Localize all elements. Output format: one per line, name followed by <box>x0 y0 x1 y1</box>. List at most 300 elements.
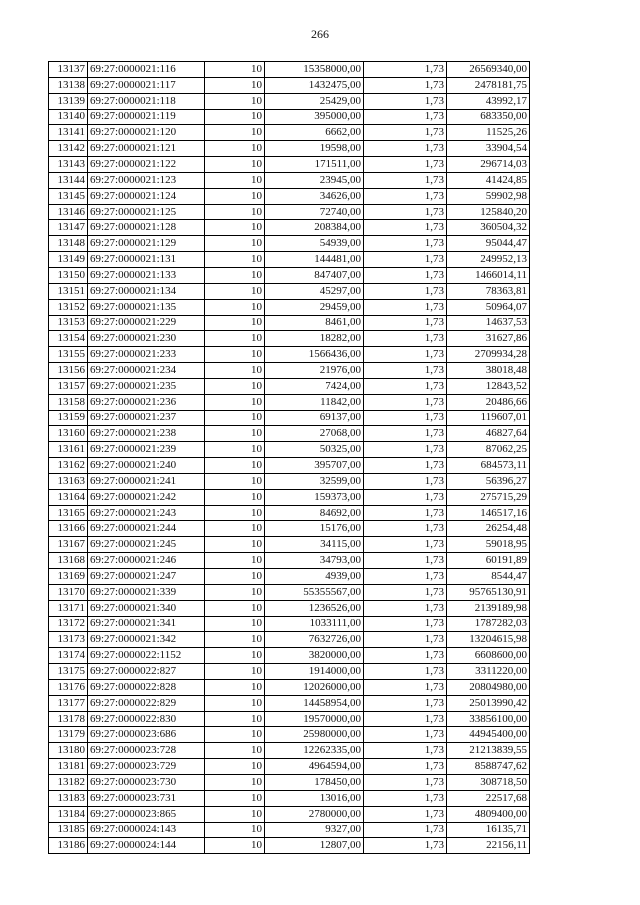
value-cell: 95044,47 <box>447 236 530 252</box>
row-number-cell: 13137 <box>49 62 88 78</box>
coefficient-cell: 1,73 <box>364 790 447 806</box>
coefficient-cell: 1,73 <box>364 157 447 173</box>
row-number-cell: 13164 <box>49 489 88 505</box>
value-cell: 59902,98 <box>447 188 530 204</box>
area-cell: 15176,00 <box>265 521 364 537</box>
row-number-cell: 13169 <box>49 569 88 585</box>
group-cell: 10 <box>205 664 265 680</box>
row-number-cell: 13173 <box>49 632 88 648</box>
row-number-cell: 13158 <box>49 394 88 410</box>
area-cell: 395707,00 <box>265 458 364 474</box>
row-number-cell: 13174 <box>49 648 88 664</box>
cadastral-number-cell: 69:27:0000021:122 <box>88 157 205 173</box>
value-cell: 2709934,28 <box>447 347 530 363</box>
value-cell: 20486,66 <box>447 394 530 410</box>
table-row <box>49 569 530 585</box>
value-cell: 4809400,00 <box>447 806 530 822</box>
coefficient-cell: 1,73 <box>364 505 447 521</box>
cadastral-number-cell: 69:27:0000021:243 <box>88 505 205 521</box>
row-number-cell: 13150 <box>49 267 88 283</box>
table-row <box>49 172 530 188</box>
row-number-cell: 13142 <box>49 141 88 157</box>
row-number-cell: 13170 <box>49 584 88 600</box>
table-row <box>49 473 530 489</box>
group-cell: 10 <box>205 679 265 695</box>
group-cell: 10 <box>205 188 265 204</box>
row-number-cell: 13172 <box>49 616 88 632</box>
cadastral-number-cell: 69:27:0000021:121 <box>88 141 205 157</box>
cadastral-number-cell: 69:27:0000023:686 <box>88 727 205 743</box>
coefficient-cell: 1,73 <box>364 458 447 474</box>
table-row <box>49 77 530 93</box>
group-cell: 10 <box>205 236 265 252</box>
value-cell: 13204615,98 <box>447 632 530 648</box>
table-row <box>49 331 530 347</box>
group-cell: 10 <box>205 315 265 331</box>
value-cell: 2478181,75 <box>447 77 530 93</box>
row-number-cell: 13155 <box>49 347 88 363</box>
table-row <box>49 695 530 711</box>
coefficient-cell: 1,73 <box>364 537 447 553</box>
value-cell: 21213839,55 <box>447 743 530 759</box>
group-cell: 10 <box>205 77 265 93</box>
table-row <box>49 252 530 268</box>
group-cell: 10 <box>205 267 265 283</box>
row-number-cell: 13144 <box>49 172 88 188</box>
group-cell: 10 <box>205 806 265 822</box>
table-row <box>49 93 530 109</box>
area-cell: 159373,00 <box>265 489 364 505</box>
cadastral-number-cell: 69:27:0000021:247 <box>88 569 205 585</box>
cadastral-number-cell: 69:27:0000023:729 <box>88 759 205 775</box>
coefficient-cell: 1,73 <box>364 727 447 743</box>
group-cell: 10 <box>205 363 265 379</box>
row-number-cell: 13153 <box>49 315 88 331</box>
cadastral-number-cell: 69:27:0000021:236 <box>88 394 205 410</box>
area-cell: 208384,00 <box>265 220 364 236</box>
row-number-cell: 13176 <box>49 679 88 695</box>
group-cell: 10 <box>205 458 265 474</box>
row-number-cell: 13159 <box>49 410 88 426</box>
row-number-cell: 13163 <box>49 473 88 489</box>
cadastral-number-cell: 69:27:0000021:133 <box>88 267 205 283</box>
cadastral-number-cell: 69:27:0000021:341 <box>88 616 205 632</box>
area-cell: 6662,00 <box>265 125 364 141</box>
group-cell: 10 <box>205 790 265 806</box>
row-number-cell: 13147 <box>49 220 88 236</box>
value-cell: 360504,32 <box>447 220 530 236</box>
cadastral-number-cell: 69:27:0000021:229 <box>88 315 205 331</box>
area-cell: 8461,00 <box>265 315 364 331</box>
table-row <box>49 759 530 775</box>
coefficient-cell: 1,73 <box>364 125 447 141</box>
cadastral-number-cell: 69:27:0000021:128 <box>88 220 205 236</box>
value-cell: 87062,25 <box>447 442 530 458</box>
row-number-cell: 13167 <box>49 537 88 553</box>
table-row <box>49 315 530 331</box>
coefficient-cell: 1,73 <box>364 141 447 157</box>
coefficient-cell: 1,73 <box>364 172 447 188</box>
coefficient-cell: 1,73 <box>364 204 447 220</box>
table-row <box>49 220 530 236</box>
table-row <box>49 664 530 680</box>
coefficient-cell: 1,73 <box>364 442 447 458</box>
area-cell: 21976,00 <box>265 363 364 379</box>
cadastral-number-cell: 69:27:0000022:827 <box>88 664 205 680</box>
group-cell: 10 <box>205 125 265 141</box>
value-cell: 56396,27 <box>447 473 530 489</box>
group-cell: 10 <box>205 347 265 363</box>
table-row <box>49 410 530 426</box>
value-cell: 119607,01 <box>447 410 530 426</box>
value-cell: 78363,81 <box>447 283 530 299</box>
cadastral-number-cell: 69:27:0000021:244 <box>88 521 205 537</box>
group-cell: 10 <box>205 838 265 854</box>
table-row <box>49 188 530 204</box>
cadastral-number-cell: 69:27:0000021:342 <box>88 632 205 648</box>
row-number-cell: 13139 <box>49 93 88 109</box>
area-cell: 4939,00 <box>265 569 364 585</box>
area-cell: 34793,00 <box>265 553 364 569</box>
cadastral-number-cell: 69:27:0000023:730 <box>88 774 205 790</box>
table-row <box>49 838 530 854</box>
cadastral-number-cell: 69:27:0000021:239 <box>88 442 205 458</box>
value-cell: 60191,89 <box>447 553 530 569</box>
row-number-cell: 13175 <box>49 664 88 680</box>
row-number-cell: 13157 <box>49 378 88 394</box>
coefficient-cell: 1,73 <box>364 838 447 854</box>
group-cell: 10 <box>205 711 265 727</box>
value-cell: 275715,29 <box>447 489 530 505</box>
area-cell: 178450,00 <box>265 774 364 790</box>
cadastral-number-cell: 69:27:0000021:339 <box>88 584 205 600</box>
coefficient-cell: 1,73 <box>364 363 447 379</box>
value-cell: 22156,11 <box>447 838 530 854</box>
table-row <box>49 363 530 379</box>
group-cell: 10 <box>205 252 265 268</box>
cadastral-number-cell: 69:27:0000021:233 <box>88 347 205 363</box>
value-cell: 33904,54 <box>447 141 530 157</box>
area-cell: 7632726,00 <box>265 632 364 648</box>
coefficient-cell: 1,73 <box>364 569 447 585</box>
value-cell: 33856100,00 <box>447 711 530 727</box>
cadastral-number-cell: 69:27:0000021:123 <box>88 172 205 188</box>
row-number-cell: 13184 <box>49 806 88 822</box>
coefficient-cell: 1,73 <box>364 774 447 790</box>
group-cell: 10 <box>205 141 265 157</box>
value-cell: 296714,03 <box>447 157 530 173</box>
value-cell: 59018,95 <box>447 537 530 553</box>
value-cell: 43992,17 <box>447 93 530 109</box>
area-cell: 34626,00 <box>265 188 364 204</box>
value-cell: 12843,52 <box>447 378 530 394</box>
cadastral-number-cell: 69:27:0000023:865 <box>88 806 205 822</box>
table-row <box>49 616 530 632</box>
value-cell: 25013990,42 <box>447 695 530 711</box>
coefficient-cell: 1,73 <box>364 759 447 775</box>
group-cell: 10 <box>205 569 265 585</box>
coefficient-cell: 1,73 <box>364 93 447 109</box>
area-cell: 3820000,00 <box>265 648 364 664</box>
coefficient-cell: 1,73 <box>364 711 447 727</box>
row-number-cell: 13145 <box>49 188 88 204</box>
area-cell: 19598,00 <box>265 141 364 157</box>
coefficient-cell: 1,73 <box>364 378 447 394</box>
group-cell: 10 <box>205 62 265 78</box>
value-cell: 11525,26 <box>447 125 530 141</box>
cadastral-number-cell: 69:27:0000021:117 <box>88 77 205 93</box>
row-number-cell: 13152 <box>49 299 88 315</box>
value-cell: 308718,50 <box>447 774 530 790</box>
table-row <box>49 790 530 806</box>
table-row <box>49 489 530 505</box>
coefficient-cell: 1,73 <box>364 806 447 822</box>
cadastral-number-cell: 69:27:0000023:728 <box>88 743 205 759</box>
coefficient-cell: 1,73 <box>364 695 447 711</box>
table-row <box>49 505 530 521</box>
cadastral-number-cell: 69:27:0000021:119 <box>88 109 205 125</box>
table-row <box>49 774 530 790</box>
row-number-cell: 13180 <box>49 743 88 759</box>
coefficient-cell: 1,73 <box>364 109 447 125</box>
table-row <box>49 125 530 141</box>
table-row <box>49 521 530 537</box>
table-row <box>49 743 530 759</box>
value-cell: 26569340,00 <box>447 62 530 78</box>
table-row <box>49 299 530 315</box>
value-cell: 249952,13 <box>447 252 530 268</box>
cadastral-number-cell: 69:27:0000021:241 <box>88 473 205 489</box>
group-cell: 10 <box>205 283 265 299</box>
cadastral-number-cell: 69:27:0000021:129 <box>88 236 205 252</box>
coefficient-cell: 1,73 <box>364 553 447 569</box>
group-cell: 10 <box>205 426 265 442</box>
row-number-cell: 13177 <box>49 695 88 711</box>
coefficient-cell: 1,73 <box>364 410 447 426</box>
area-cell: 27068,00 <box>265 426 364 442</box>
cadastral-number-cell: 69:27:0000021:245 <box>88 537 205 553</box>
row-number-cell: 13166 <box>49 521 88 537</box>
cadastral-number-cell: 69:27:0000021:135 <box>88 299 205 315</box>
table-row <box>49 553 530 569</box>
group-cell: 10 <box>205 505 265 521</box>
area-cell: 32599,00 <box>265 473 364 489</box>
value-cell: 41424,85 <box>447 172 530 188</box>
row-number-cell: 13182 <box>49 774 88 790</box>
group-cell: 10 <box>205 442 265 458</box>
coefficient-cell: 1,73 <box>364 822 447 838</box>
cadastral-number-cell: 69:27:0000021:340 <box>88 600 205 616</box>
coefficient-cell: 1,73 <box>364 648 447 664</box>
group-cell: 10 <box>205 727 265 743</box>
area-cell: 50325,00 <box>265 442 364 458</box>
table-row <box>49 458 530 474</box>
row-number-cell: 13185 <box>49 822 88 838</box>
cadastral-number-cell: 69:27:0000024:143 <box>88 822 205 838</box>
cadastral-number-cell: 69:27:0000021:131 <box>88 252 205 268</box>
value-cell: 50964,07 <box>447 299 530 315</box>
coefficient-cell: 1,73 <box>364 283 447 299</box>
value-cell: 683350,00 <box>447 109 530 125</box>
table-row <box>49 109 530 125</box>
cadastral-number-cell: 69:27:0000021:120 <box>88 125 205 141</box>
coefficient-cell: 1,73 <box>364 236 447 252</box>
row-number-cell: 13171 <box>49 600 88 616</box>
value-cell: 38018,48 <box>447 363 530 379</box>
value-cell: 31627,86 <box>447 331 530 347</box>
table-row <box>49 283 530 299</box>
coefficient-cell: 1,73 <box>364 426 447 442</box>
table-row <box>49 648 530 664</box>
value-cell: 6608600,00 <box>447 648 530 664</box>
group-cell: 10 <box>205 473 265 489</box>
cadastral-number-cell: 69:27:0000022:829 <box>88 695 205 711</box>
cadastral-number-cell: 69:27:0000021:237 <box>88 410 205 426</box>
table-row <box>49 442 530 458</box>
area-cell: 25980000,00 <box>265 727 364 743</box>
row-number-cell: 13151 <box>49 283 88 299</box>
cadastral-number-cell: 69:27:0000021:125 <box>88 204 205 220</box>
group-cell: 10 <box>205 648 265 664</box>
area-cell: 847407,00 <box>265 267 364 283</box>
cadastral-number-cell: 69:27:0000021:240 <box>88 458 205 474</box>
area-cell: 1566436,00 <box>265 347 364 363</box>
row-number-cell: 13168 <box>49 553 88 569</box>
value-cell: 44945400,00 <box>447 727 530 743</box>
group-cell: 10 <box>205 584 265 600</box>
group-cell: 10 <box>205 378 265 394</box>
table-body <box>49 62 530 854</box>
coefficient-cell: 1,73 <box>364 62 447 78</box>
coefficient-cell: 1,73 <box>364 664 447 680</box>
value-cell: 95765130,91 <box>447 584 530 600</box>
group-cell: 10 <box>205 93 265 109</box>
cadastral-number-cell: 69:27:0000021:230 <box>88 331 205 347</box>
group-cell: 10 <box>205 695 265 711</box>
row-number-cell: 13183 <box>49 790 88 806</box>
group-cell: 10 <box>205 537 265 553</box>
table-row <box>49 632 530 648</box>
group-cell: 10 <box>205 822 265 838</box>
row-number-cell: 13165 <box>49 505 88 521</box>
area-cell: 1432475,00 <box>265 77 364 93</box>
row-number-cell: 13178 <box>49 711 88 727</box>
area-cell: 12026000,00 <box>265 679 364 695</box>
table-row <box>49 822 530 838</box>
area-cell: 1236526,00 <box>265 600 364 616</box>
group-cell: 10 <box>205 204 265 220</box>
coefficient-cell: 1,73 <box>364 600 447 616</box>
area-cell: 54939,00 <box>265 236 364 252</box>
coefficient-cell: 1,73 <box>364 584 447 600</box>
value-cell: 8544,47 <box>447 569 530 585</box>
coefficient-cell: 1,73 <box>364 521 447 537</box>
coefficient-cell: 1,73 <box>364 188 447 204</box>
table-row <box>49 141 530 157</box>
cadastral-number-cell: 69:27:0000022:1152 <box>88 648 205 664</box>
row-number-cell: 13181 <box>49 759 88 775</box>
cadastral-number-cell: 69:27:0000021:124 <box>88 188 205 204</box>
area-cell: 1033111,00 <box>265 616 364 632</box>
group-cell: 10 <box>205 632 265 648</box>
value-cell: 8588747,62 <box>447 759 530 775</box>
table-row <box>49 236 530 252</box>
coefficient-cell: 1,73 <box>364 616 447 632</box>
area-cell: 55355567,00 <box>265 584 364 600</box>
cadastral-number-cell: 69:27:0000021:242 <box>88 489 205 505</box>
value-cell: 146517,16 <box>447 505 530 521</box>
coefficient-cell: 1,73 <box>364 489 447 505</box>
table-row <box>49 157 530 173</box>
row-number-cell: 13160 <box>49 426 88 442</box>
cadastral-number-cell: 69:27:0000021:134 <box>88 283 205 299</box>
table-row <box>49 347 530 363</box>
coefficient-cell: 1,73 <box>364 679 447 695</box>
area-cell: 171511,00 <box>265 157 364 173</box>
group-cell: 10 <box>205 157 265 173</box>
cadastral-value-table <box>48 61 530 854</box>
cadastral-number-cell: 69:27:0000021:246 <box>88 553 205 569</box>
group-cell: 10 <box>205 394 265 410</box>
cadastral-number-cell: 69:27:0000021:118 <box>88 93 205 109</box>
area-cell: 45297,00 <box>265 283 364 299</box>
coefficient-cell: 1,73 <box>364 394 447 410</box>
value-cell: 46827,64 <box>447 426 530 442</box>
area-cell: 7424,00 <box>265 378 364 394</box>
area-cell: 69137,00 <box>265 410 364 426</box>
group-cell: 10 <box>205 410 265 426</box>
value-cell: 22517,68 <box>447 790 530 806</box>
row-number-cell: 13143 <box>49 157 88 173</box>
area-cell: 12807,00 <box>265 838 364 854</box>
table-row <box>49 711 530 727</box>
row-number-cell: 13149 <box>49 252 88 268</box>
area-cell: 4964594,00 <box>265 759 364 775</box>
value-cell: 684573,11 <box>447 458 530 474</box>
table-row <box>49 537 530 553</box>
row-number-cell: 13140 <box>49 109 88 125</box>
coefficient-cell: 1,73 <box>364 473 447 489</box>
group-cell: 10 <box>205 774 265 790</box>
group-cell: 10 <box>205 299 265 315</box>
coefficient-cell: 1,73 <box>364 347 447 363</box>
coefficient-cell: 1,73 <box>364 299 447 315</box>
table-row <box>49 806 530 822</box>
area-cell: 14458954,00 <box>265 695 364 711</box>
cadastral-number-cell: 69:27:0000021:238 <box>88 426 205 442</box>
cadastral-number-cell: 69:27:0000022:828 <box>88 679 205 695</box>
coefficient-cell: 1,73 <box>364 252 447 268</box>
area-cell: 11842,00 <box>265 394 364 410</box>
area-cell: 72740,00 <box>265 204 364 220</box>
area-cell: 84692,00 <box>265 505 364 521</box>
group-cell: 10 <box>205 331 265 347</box>
row-number-cell: 13186 <box>49 838 88 854</box>
row-number-cell: 13154 <box>49 331 88 347</box>
group-cell: 10 <box>205 616 265 632</box>
area-cell: 19570000,00 <box>265 711 364 727</box>
value-cell: 3311220,00 <box>447 664 530 680</box>
group-cell: 10 <box>205 172 265 188</box>
coefficient-cell: 1,73 <box>364 331 447 347</box>
coefficient-cell: 1,73 <box>364 77 447 93</box>
group-cell: 10 <box>205 553 265 569</box>
value-cell: 125840,20 <box>447 204 530 220</box>
table-row <box>49 584 530 600</box>
value-cell: 1466014,11 <box>447 267 530 283</box>
area-cell: 13016,00 <box>265 790 364 806</box>
coefficient-cell: 1,73 <box>364 315 447 331</box>
